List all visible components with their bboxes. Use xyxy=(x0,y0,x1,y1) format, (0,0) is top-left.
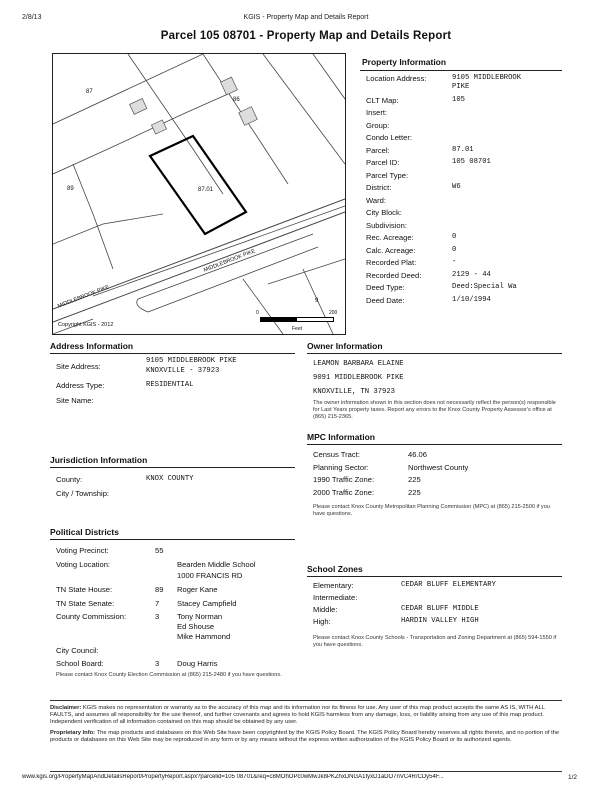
site-address-label: Site Address: xyxy=(56,362,101,371)
address-type-value: RESIDENTIAL xyxy=(146,381,194,389)
property-field-label: Parcel ID: xyxy=(366,158,400,167)
document-title: KGIS - Property Map and Details Report xyxy=(243,14,369,21)
county-commission-district: 3 xyxy=(155,612,160,621)
property-field-label: Subdivision: xyxy=(366,220,407,230)
property-field-value: 1/10/1994 xyxy=(452,295,491,304)
owner-info-heading: Owner Information xyxy=(307,341,383,351)
disclaimer xyxy=(50,705,562,726)
voting-location-address: 1000 FRANCIS RD xyxy=(177,571,243,580)
county-label: County: xyxy=(56,475,83,484)
school-field-value: HARDIN VALLEY HIGH xyxy=(401,617,479,625)
property-field-label: Deed Type: xyxy=(366,283,405,292)
proprietary-info xyxy=(50,730,562,744)
address-info-heading: Address Information xyxy=(50,341,134,351)
school-field-value: CEDAR BLUFF MIDDLE xyxy=(401,605,479,613)
political-note: Please contact Knox County Election Commission at (865) 215-2480 if you have questions. xyxy=(56,672,282,678)
city-council-label: City Council: xyxy=(56,646,99,655)
subject-parcel-outline xyxy=(150,136,246,234)
property-field-label: CLT Map: xyxy=(366,95,399,105)
report-title: Parcel 105 08701 - Property Map and Details Report xyxy=(160,30,452,42)
owner-street: 9091 MIDDLEBROOK PIKE xyxy=(313,374,404,382)
parcel-label-87-01: 87.01 xyxy=(198,187,214,193)
state-house-district: 89 xyxy=(155,585,164,594)
property-field-label: Ward: xyxy=(366,195,386,205)
property-field-label: Group: xyxy=(366,120,390,130)
disclaimer-box xyxy=(50,700,562,772)
owner-note: The owner information shown in this section does not necessarily reflect the person(s) responsible for Last Years property taxes. Report any errors to the Knox County Property Assessor's office at (865) 215-2365. xyxy=(313,400,556,420)
scale-start: 0 xyxy=(256,310,259,316)
state-senate-district: 7 xyxy=(155,599,160,608)
owner-city: KNOXVILLE, TN 37923 xyxy=(313,388,395,396)
property-field-value: 0 xyxy=(452,245,457,254)
divider xyxy=(360,70,562,71)
commissioner-name: Tony Norman xyxy=(177,612,223,621)
property-field-value: - xyxy=(452,258,457,266)
map-copyright: Copyright KGIS - 2012 xyxy=(58,322,114,328)
property-field-label: Rec. Acreage: xyxy=(366,233,414,242)
property-field-value: Deed:Special Wa xyxy=(452,283,517,291)
divider xyxy=(307,444,562,445)
commissioner-name: Mike Hammond xyxy=(177,632,231,641)
school-field-label: High: xyxy=(313,617,331,626)
mpc-field-value: 46.06 xyxy=(408,450,428,459)
property-field-label: Deed Date: xyxy=(366,295,405,305)
divider xyxy=(307,353,562,354)
property-field-label: Calc. Acreage: xyxy=(366,245,416,255)
voting-precinct-label: Voting Precinct: xyxy=(56,546,109,555)
school-field-label: Intermediate: xyxy=(313,593,358,602)
property-field-label: Recorded Plat: xyxy=(366,258,417,267)
parcel-label-9: 9 xyxy=(315,298,319,304)
political-heading: Political Districts xyxy=(50,527,119,537)
school-note: Please contact Knox County Schools - Transportation and Zoning Department at (865) 594-1550 if you have questions. xyxy=(313,635,557,648)
property-field-label: Condo Letter: xyxy=(366,133,413,142)
property-field-value: 9105 MIDDLEBROOK PIKE xyxy=(452,74,522,91)
state-senate-label: TN State Senate: xyxy=(56,599,115,608)
property-field-value: W6 xyxy=(452,183,461,191)
address-type-label: Address Type: xyxy=(56,381,105,390)
voting-location-label: Voting Location: xyxy=(56,560,111,569)
disclaimer-label: Disclaimer: xyxy=(50,705,82,711)
parcel-label-89: 89 xyxy=(67,186,74,192)
mpc-heading: MPC Information xyxy=(307,432,375,442)
property-field-label: City Block: xyxy=(366,208,402,217)
mpc-field-value: 225 xyxy=(408,475,421,484)
county-value: KNOX COUNTY xyxy=(146,475,194,483)
divider xyxy=(50,353,295,354)
property-field-label: Recorded Deed: xyxy=(366,270,422,280)
page-number: 1/2 xyxy=(568,774,578,781)
site-name-label: Site Name: xyxy=(56,396,94,405)
property-info-heading: Property Information xyxy=(362,57,447,67)
property-field-label: District: xyxy=(366,183,392,192)
mpc-field-label: Planning Sector: xyxy=(313,462,369,472)
property-field-label: Parcel Type: xyxy=(366,170,409,180)
proprietary-label: Proprietary Info: xyxy=(50,730,96,736)
mpc-field-label: Census Tract: xyxy=(313,450,360,459)
parcel-label-87: 87 xyxy=(86,89,93,95)
mpc-field-label: 2000 Traffic Zone: xyxy=(313,487,375,497)
scale-bar xyxy=(260,317,334,322)
state-senate-rep: Stacey Campfield xyxy=(177,599,237,608)
property-field-value: 105 08701 xyxy=(452,158,491,166)
voting-location-name: Bearden Middle School xyxy=(177,560,256,569)
street-label: MIDDLEBROOK PIKE xyxy=(203,248,257,274)
commissioner-name: Ed Shouse xyxy=(177,622,215,631)
property-map xyxy=(52,53,346,335)
divider xyxy=(50,539,295,540)
proprietary-text: The map products and databases on this Web Site have been copyrighted by the KGIS Policy Board. The KGIS Policy Board hereby reserves all rights thereto, and no portion of the products or databases on this Web Site may be reproduced in any form or by any means without the express written authorization of the KGIS Policy Board or its authorized agents. xyxy=(50,730,560,743)
state-house-rep: Roger Kane xyxy=(177,585,218,594)
school-field-label: Elementary: xyxy=(313,581,354,590)
jurisdiction-heading: Jurisdiction Information xyxy=(50,455,148,465)
school-board-label: School Board: xyxy=(56,659,104,668)
city-township-label: City / Township: xyxy=(56,489,110,498)
property-field-value: 2129 - 44 xyxy=(452,270,491,279)
property-field-value: 105 xyxy=(452,95,465,104)
parcel-label-86: 86 xyxy=(233,97,240,103)
page-url: www.kgis.org/PropertyMapAndDetailsReport/PropertyReport.aspx?parcelid=105 08701&req=c8MOhOPc0wMwJk8PKZhxDNGA1tyxD1aDO7nVC4R/CDy54F... xyxy=(22,774,444,780)
school-field-value: CEDAR BLUFF ELEMENTARY xyxy=(401,581,496,589)
property-field-value: 87.01 xyxy=(452,145,474,154)
print-date: 2/8/13 xyxy=(22,14,42,21)
county-commission-label: County Commission: xyxy=(56,612,127,621)
mpc-note: Please contact Knox County Metropolitan Planning Commission (MPC) at (865) 215-2500 if you have questions. xyxy=(313,504,550,517)
property-field-value: 0 xyxy=(452,233,457,241)
owner-name: LEAMON BARBARA ELAINE xyxy=(313,360,404,368)
voting-precinct-value: 55 xyxy=(155,546,164,555)
divider xyxy=(50,467,295,468)
property-field-label: Insert: xyxy=(366,108,388,117)
state-house-label: TN State House: xyxy=(56,585,113,594)
scale-unit: Feet xyxy=(292,326,303,332)
school-field-label: Middle: xyxy=(313,605,338,614)
site-address-line1: 9105 MIDDLEBROOK PIKE xyxy=(146,357,237,365)
school-board-district: 3 xyxy=(155,659,160,668)
scale-end: 200 xyxy=(329,310,338,316)
mpc-field-label: 1990 Traffic Zone: xyxy=(313,475,375,484)
street-label: MIDDLEBROOK PIKE xyxy=(57,284,111,310)
mpc-field-value: 225 xyxy=(408,487,421,497)
property-field-label: Location Address: xyxy=(366,74,427,83)
school-zones-heading: School Zones xyxy=(307,564,363,574)
mpc-field-value: Northwest County xyxy=(408,462,469,472)
disclaimer-text: KGIS makes no representation or warranty as to the accuracy of this map and its information nor its fitness for use. Any user of this map product accepts the same AS IS, WITH ALL FAULTS, and assumes all responsibility for the use thereof, and further covenants and agrees to hold KGIS harmless from any damage, loss, or liability arising from any use of this map product. Independent verification of all information contained on this map should be obtained by any user. xyxy=(50,705,545,725)
property-field-label: Parcel: xyxy=(366,145,390,155)
site-address-line2: KNOXVILLE - 37923 xyxy=(146,367,220,375)
divider xyxy=(307,576,562,577)
school-board-member: Doug Harris xyxy=(177,659,218,668)
